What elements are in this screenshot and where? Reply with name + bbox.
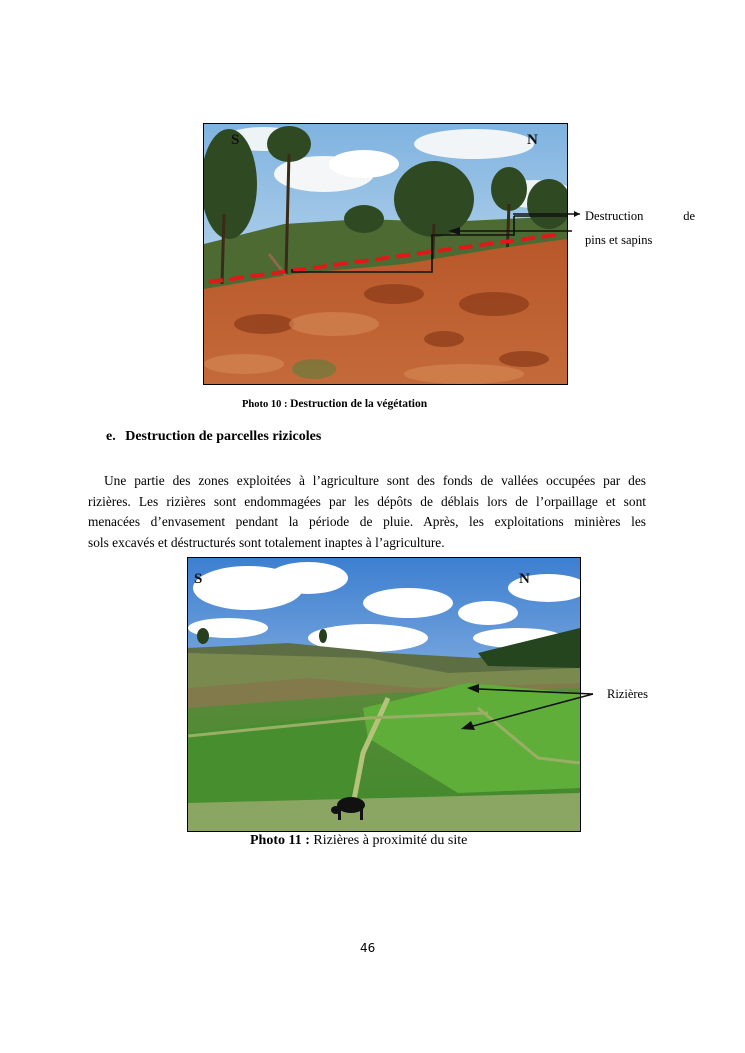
photo-10-vegetation-destruction <box>203 123 568 385</box>
photo-10-caption-text: Destruction de la végétation <box>290 398 428 410</box>
photo-10-callout-label <box>585 204 695 252</box>
compass-south-label: S <box>231 132 240 148</box>
compass-north-label: N <box>519 571 530 587</box>
paragraph-line: menacées d’envasement pendant la période de pluie. Après, les exploitations minières les <box>88 514 646 529</box>
photo-11-callout-label: Rizières <box>607 687 648 701</box>
callout-line-2: pins et sapins <box>585 233 653 247</box>
photo-11-callout-arrows <box>455 680 600 740</box>
photo-11-caption-prefix: Photo 11 : <box>250 833 310 848</box>
photo-11-caption-text: Rizières à proximité du site <box>313 833 468 848</box>
paragraph-line: rizières. Les rizières sont endommagées par les dépôts de déblais lors de l’orpaillage et sont <box>88 493 646 509</box>
compass-north-label: N <box>527 132 538 148</box>
page-number: 46 <box>360 941 376 955</box>
photo-10-caption-prefix: Photo 10 : <box>242 399 288 410</box>
section-title: Destruction de parcelles rizicoles <box>125 429 322 444</box>
section-number: e. <box>106 429 116 444</box>
paragraph-line: Une partie des zones exploitées à l’agriculture sont des fonds de vallées occupées par des <box>104 473 646 488</box>
photo-10-caption <box>242 398 427 410</box>
body-paragraph <box>88 471 646 553</box>
photo-10-image <box>204 124 567 384</box>
callout-word-destruction: Destruction <box>585 209 644 223</box>
callout-word-de: de <box>683 209 695 223</box>
photo-11-caption <box>250 833 467 849</box>
compass-south-label: S <box>194 571 203 587</box>
paragraph-line: sols excavés et déstructurés sont totalement inaptes à l’agriculture. <box>88 534 445 550</box>
photo-10-callout-arrow <box>440 205 585 245</box>
section-heading <box>106 429 321 445</box>
